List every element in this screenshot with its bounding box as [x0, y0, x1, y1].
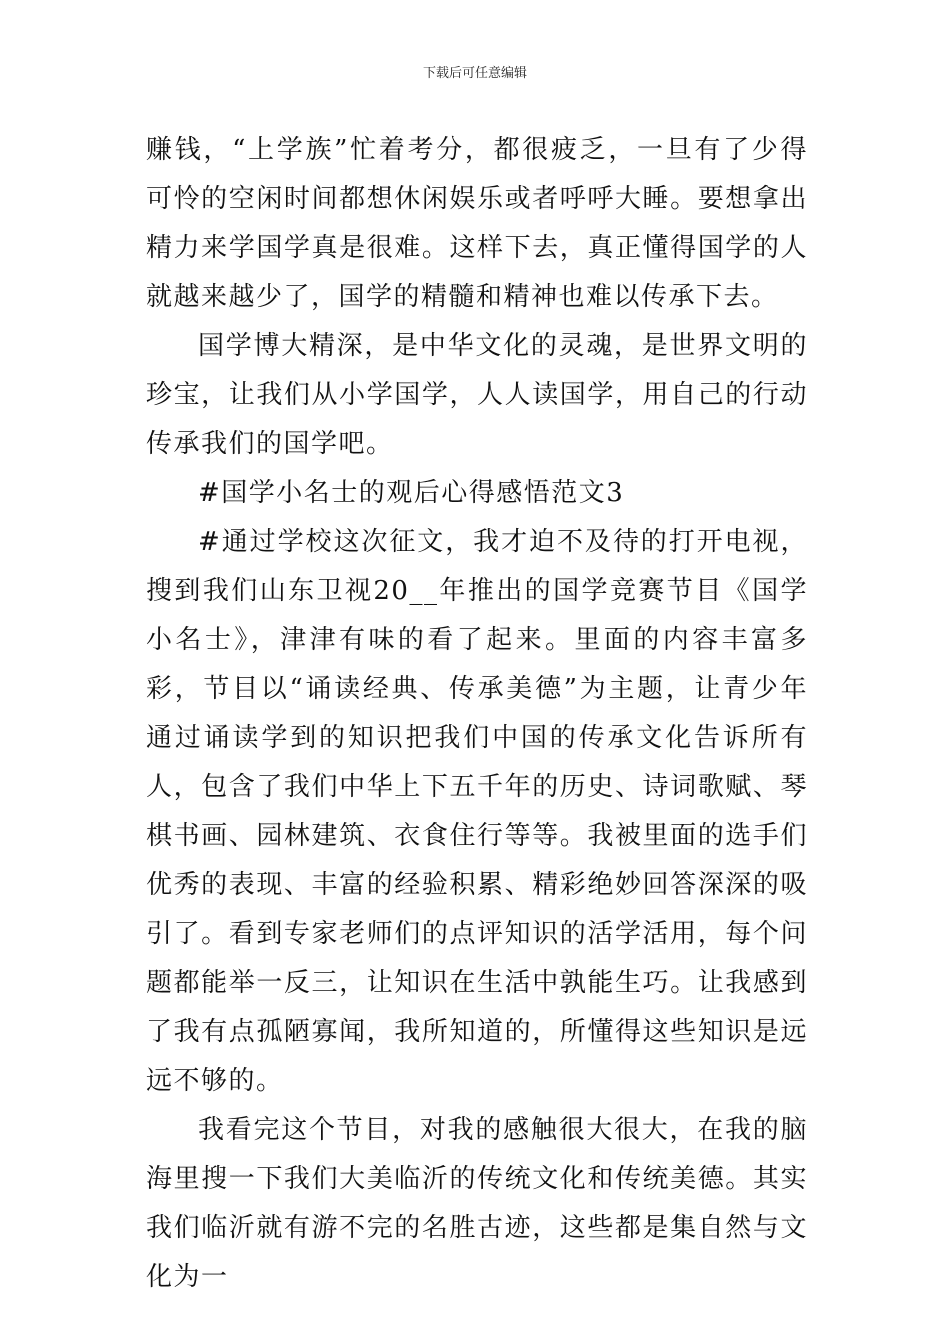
page-header: 下载后可任意编辑 — [422, 66, 527, 81]
paragraph-2: 国学博大精深，是中华文化的灵魂，是世界文明的珍宝，让我们从小学国学，人人读国学，用自己的行动传承我们的国学吧。 — [146, 331, 808, 459]
paragraph-3: #通过学校这次征文，我才迫不及待的打开电视，搜到我们山东卫视20__年推出的国学竞赛节目《国学小名士》，津津有味的看了起来。里面的内容丰富多彩，节目以“诵读经典、传承美德”为主题，让青少年通过诵读学到的知识把我们中国的传承文化告诉所有人，包含了我们中华上下五千年的历史、诗词歌赋、琴棋书画、园林建筑、衣食住行等等。我被里面的选手们优秀的表现、丰富的经验积累、精彩绝妙回答深深的吸引了。看到专家老师们的点评知识的活学活用，每个问题都能举一反三，让知识在生活中孰能生巧。让我感到了我有点孤陋寡闻，我所知道的，所懂得这些知识是远远不够的。 — [146, 527, 808, 1096]
paragraph-4: 我看完这个节目，对我的感触很大很大，在我的脑海里搜一下我们大美临沂的传统文化和传统美德。其实我们临沂就有游不完的名胜古迹，这些都是集自然与文化为一 — [146, 1115, 808, 1292]
paragraph-1: 赚钱，“上学族”忙着考分，都很疲乏，一旦有了少得可怜的空闲时间都想休闲娱乐或者呼呼大睡。要想拿出精力来学国学真是很难。这样下去，真正懂得国学的人就越来越少了，国学的精髓和精神也难以传承下去。 — [146, 135, 808, 312]
section-heading: #国学小名士的观后心得感悟范文3 — [198, 478, 625, 508]
document-body — [146, 126, 808, 1302]
